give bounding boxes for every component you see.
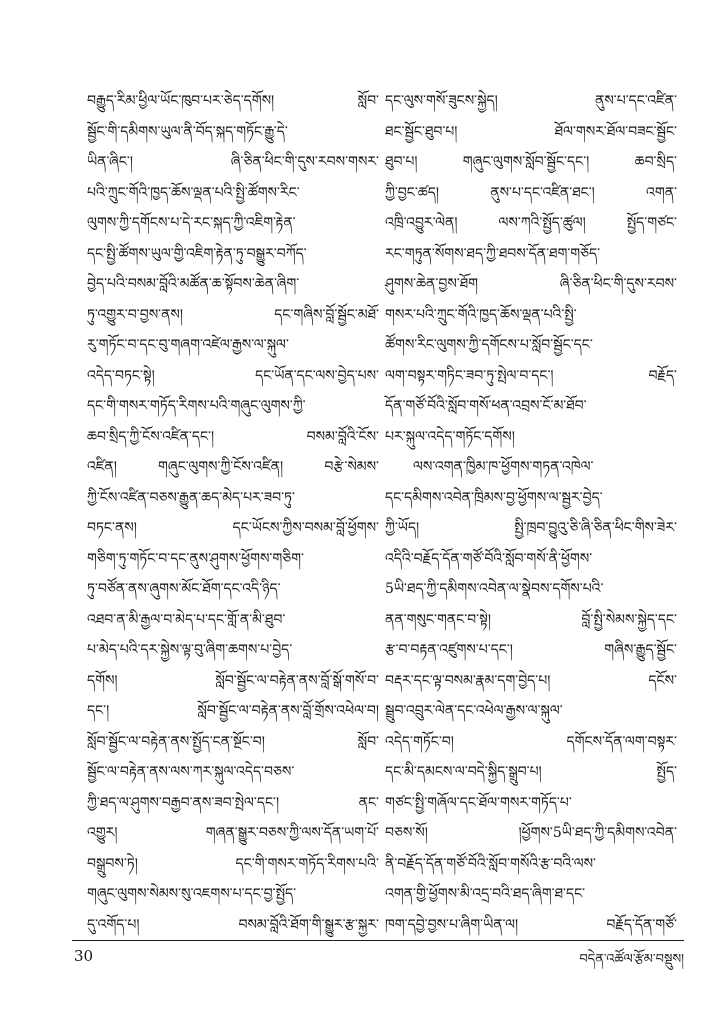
text-line: དང་། སློབ་སྦྱོང་ལ་བརྟེན་ནས་བློ་གྲོས་འཕེལ་བ། (87, 703, 379, 719)
text-line: བཏང་ནས། དང་ཡོངས་ཀྱིས་བསམ་བློ་ཕྱོགས་ (87, 520, 379, 536)
text-line: ཤུགས་ཆེན་བྱས་ཐོག ཞི་ཅིན་ཕིང་གི་དུས་རབས་ (385, 276, 677, 292)
text-line: ཚོགས་རིང་ལུགས་ཀྱི་དགོངས་པ་སློབ་སྦྱོང་དང་ (385, 337, 593, 353)
text-line: བྱེད་པའི་བསམ་བློའི་མཚོན་ཆ་སྟོབས་ཆེན་ཞིག་ (87, 276, 300, 292)
text-line: འཁྲི་འབྱུར་ལེན། ལས་ཀའི་སྤྱོད་ཚུལ། སྤྱོད་གཙང་ (385, 215, 677, 231)
text-line: ཁག་དབྱེ་བྱས་པ་ཞིག་ཡིན་ལ། བརྗོད་དོན་གཙོ་ (385, 916, 677, 933)
text-line: ལུགས་ཀྱི་དགོངས་པ་དེ་རང་སྐད་ཀྱི་འཇིག་རྟེན་ (87, 215, 296, 231)
text-line: འཛིན། གཞུང་ལུགས་ཀྱི་ངོས་འཛིན། བརྩེ་སེམས་ (87, 459, 379, 475)
text-line: རུ་གཏོང་བ་དང་བུ་གཞག་འཛེལ་རྒྱས་ལ་སྐུལ་ (87, 337, 289, 353)
text-line: པ་མེད་པའི་དར་སྐྱེས་ལྟ་བུ་ཞིག་ཆགས་པ་བྱེད་ (87, 642, 293, 658)
text-line: དང་ལུས་གསོ་ཟུངས་སྐྱེད། ནུས་པ་དང་འཛིན་ (385, 93, 677, 109)
text-line: སྦྱོང་གི་དམིགས་ཡུལ་ནི་བོད་སྐད་གཏོང་རྒྱུ་དེ་ (87, 123, 288, 140)
text-line: ཐང་སྦྱོང་ཐུབ་པ། ཐོལ་གསར་ཐོལ་བཟང་སྦྱོང་ (385, 123, 677, 140)
text-line: ཏུ་བཙོན་ནས་ཞུགས་མོང་ཐོག་དང་འདི་ཉིད་ (87, 581, 281, 597)
text-line: འདིའི་བརྗོད་དོན་གཙོ་བོའི་སློབ་གསོ་ནི་ཕྱོགས་ (385, 550, 593, 567)
text-line: བསྒྲུབས་ཏེ། དང་གི་གསར་གཏོད་རིགས་པའི་ (87, 855, 379, 872)
text-line: ཆབ་སྲིད་ཀྱི་ངོས་འཛིན་དང་། བསམ་བློའི་ངོས་ (87, 428, 379, 445)
text-line: སྦྱོང་ལ་བརྟེན་ནས་ལས་ཀར་སྐུལ་འདེད་བཅས་ (87, 764, 295, 780)
text-line: ཀྱི་བྱང་ཚད། ནུས་པ་དང་འཛིན་ཐང་། འགན་ (385, 184, 677, 201)
text-line: ནི་བརྗོད་དོན་གཙོ་བོའི་སློབ་གསོའི་རྩ་བའི་ལས་ (385, 855, 596, 872)
text-line: བརྡར་དང་ལྟ་བསམ་རྣམ་དག་བྱེད་པ། དངོས་ (385, 672, 677, 689)
text-line: འགྱུར། གཞན་སྒྱུར་བཅས་ཀྱི་ལས་དོན་ཡག་པོ་ (87, 825, 379, 841)
text-line: ཀྱི་ཡོད། སྤྱི་ཁྲབ་བྱུའུ་ཅི་ཞི་ཅིན་ཕིང་གིས་ཟེར་ (385, 520, 677, 536)
text-line: པར་སྐུལ་འདེད་གཏོང་དགོས། (385, 428, 515, 445)
text-line: ཏུ་འགྱུར་བ་བྱས་ནས། དང་གཞིས་བློ་སྦྱོང་མཐོ་ (87, 306, 379, 323)
footer-rule (72, 940, 684, 941)
text-line: དང་གི་གསར་གཏོད་རིགས་པའི་གཞུང་ལུགས་ཀྱི་ (87, 398, 306, 414)
text-line: གཞུང་ལུགས་སེམས་སུ་འཇགས་པ་དང་བྱ་སྤྱོད་ (87, 886, 297, 902)
right-text-column (385, 86, 677, 933)
text-line: ལས་འགན་ཁྱིམ་ཁ་ཕྱོགས་གཏན་འཁེལ་ (413, 459, 594, 475)
text-line: འདེད་གཏོང་བ། དགོངས་དོན་ལག་བསྟར་ (385, 733, 677, 750)
text-line: དང་མི་དམངས་ལ་བདེ་སྐྱིད་སྒྲུབ་པ། སྤྱོད་ (385, 764, 677, 780)
text-line: ནན་གསུང་གནང་བ་སྟེ། བློ་སྤྱི་སེམས་སྐྱེད་དང་ (385, 611, 677, 628)
left-text-column (87, 86, 379, 933)
running-footer: བདེན་འཚོལ་རྩོམ་བསྡུས། (579, 952, 684, 967)
text-line: རྩ་བ་བརྟན་འཛུགས་པ་དང་། གཞིས་རྒྱུད་སྦྱོང་ (385, 642, 677, 658)
text-line: ཡིན་ཞིང་། ཞི་ཅིན་ཕིང་གི་དུས་རབས་གསར་ (87, 154, 379, 170)
page-number: 30 (74, 947, 94, 965)
text-line: དང་སྤྱི་ཚོགས་ཡུལ་གྱི་འཇིག་རྟེན་ཏུ་བསྒྱུར་བཀོད་ (87, 245, 307, 262)
text-line: འགན་གྱི་ཕྱོགས་མི་འདྲ་བའི་ཐད་ཞིག་ཐ་དང་ (385, 886, 586, 902)
text-line: སྦྲུབ་འབྲུར་ལེན་དང་འཕེལ་རྒྱས་ལ་སྐུལ་ (385, 703, 563, 719)
text-line: ཀྱི་ཐད་ལ་ཤུགས་བརྒྱབ་ནས་ཟབ་སྤེལ་དང་། ནང་ (87, 794, 379, 811)
text-line: འཐབ་ན་མི་རྒྱལ་བ་མེད་པ་དང་གློ་ན་མི་ཐུབ་ (87, 611, 286, 628)
text-line: བརྒྱུད་རིམ་ཕྱིལ་ཡོང་ཁུབ་པར་ཅེད་དགོས། སློབ་ (87, 93, 379, 109)
text-line: འདེད་བཏང་སྟེ། དང་ཡོན་དང་ལས་བྱེད་པས་ (87, 367, 379, 384)
text-line: པའི་ཀྲུང་གོའི་ཁྱད་ཆོས་ལྡན་པའི་སྤྱི་ཚོགས་རིང་ (87, 184, 300, 201)
text-line: དུ་འགོད་པ། བསམ་བློའི་ཐོག་གི་སྒྱུར་རྩ་སྐྱར་ (87, 916, 379, 933)
text-line: དོན་གཙོ་བོའི་སློབ་གསོ་ཕན་འབྲས་ངོ་མ་ཐོབ་ (385, 398, 587, 414)
text-line: ལག་བསྟར་གཏིང་ཟབ་ཏུ་སྤེལ་བ་དང་། བརྗོད་ (385, 367, 677, 384)
text-line: གསར་པའི་ཀྲུང་གོའི་ཁྱད་ཆོས་ལྡན་པའི་སྤྱི་ (385, 306, 577, 323)
text-line: རང་གཏུན་སོགས་ཐད་ཀྱི་ཐབས་དོན་ཐག་གཅོད་ (385, 245, 601, 262)
text-line: དང་དམིགས་འབེན་ཁྲིམས་བྱ་ཕྱོགས་ལ་སྦྱར་བྱེད་ (385, 489, 603, 506)
text-line: དགོས། སློབ་སྦྱོང་ལ་བརྟེན་ནས་བློ་སྒོ་གསོ་བ་ (87, 672, 379, 689)
text-line: ཐུབ་པ། གཞུང་ལུགས་སློབ་སྦྱོང་དང་། ཆབ་སྲིད་ (385, 154, 677, 170)
text-line: གཙང་སྤྱི་གཞོལ་དང་ཐོལ་གསར་གཏོད་པ་ (385, 794, 572, 811)
text-line: 5ཡི་ཐད་ཀྱི་དམིགས་འབེན་ལ་སྣེབས་དགོས་པའི་ (385, 581, 604, 597)
text-line: སློབ་སྦྱོང་ལ་བརྟེན་ནས་སྤྱོད་ངན་སྔོང་བ། སློབ་ (87, 733, 379, 750)
text-line: ཀྱི་ངོས་འཛིན་བཅས་རྒྱུན་ཆད་མེད་པར་ཟབ་ཏུ་ (87, 489, 295, 506)
text-line: གཅིག་ཏུ་གཏོང་བ་དང་ནུས་ཤུགས་ཕྱོགས་གཅིག་ (87, 550, 304, 567)
text-line: བཅས་སོ། །ཕྱོགས་5ཡི་ཐད་ཀྱི་དམིགས་འབེན་ (385, 825, 677, 841)
